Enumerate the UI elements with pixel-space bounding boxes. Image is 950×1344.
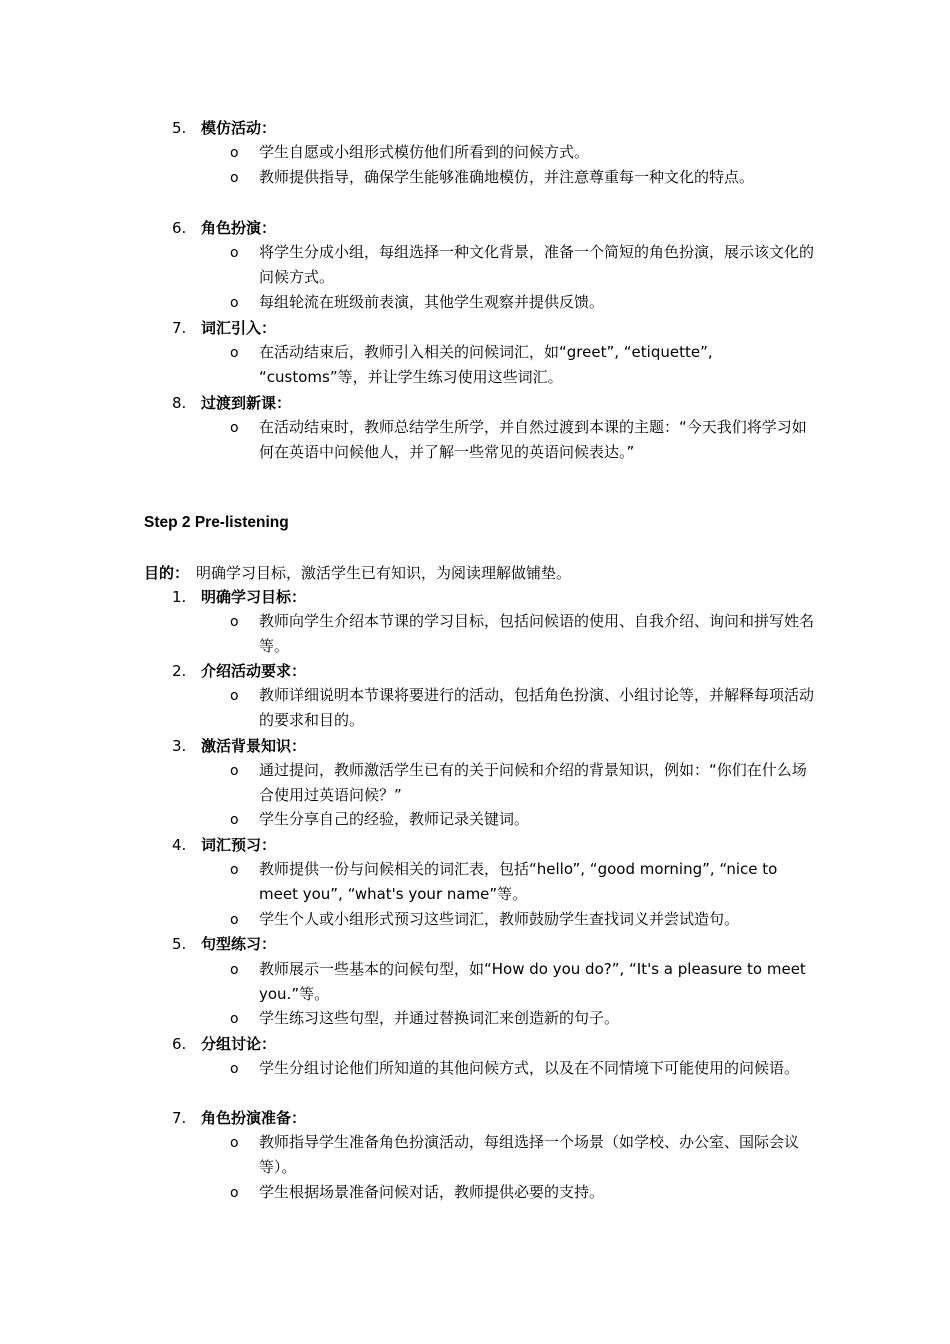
list-number: 5. [172,935,187,953]
list-number: 8. [172,394,187,412]
list-number: 6. [172,219,187,237]
circle-bullet-icon: o [230,912,239,928]
list-number: 1. [172,588,187,606]
list-bullet-text: 在活动结束后，教师引入相关的问候词汇，如“greet”, “etiquette”, “customs”等，并让学生练习使用这些词汇。 [259,343,713,386]
list-number: 4. [172,836,187,854]
circle-bullet-icon: o [230,345,239,361]
list-item-title: 过渡到新课： [201,394,292,412]
list-bullet-text: 学生根据场景准备问候对话，教师提供必要的支持。 [259,1183,605,1201]
list-bullet-text: 每组轮流在班级前表演，其他学生观察并提供反馈。 [259,293,605,311]
list-item-title: 分组讨论： [201,1035,277,1053]
list-item-title: 句型练习： [201,935,277,953]
section-heading: Step 2 Pre-listening [144,514,289,531]
circle-bullet-icon: o [230,962,239,978]
list-bullet-text: 教师向学生介绍本节课的学习目标，包括问候语的使用、自我介绍、询问和拼写姓名等。 [259,612,815,655]
list-number: 5. [172,119,187,137]
list-bullet-text: 学生分组讨论他们所知道的其他问候方式，以及在不同情境下可能使用的问候语。 [259,1059,800,1077]
circle-bullet-icon: o [230,1185,239,1201]
circle-bullet-icon: o [230,295,239,311]
purpose-text: 明确学习目标，激活学生已有知识，为阅读理解做铺垫。 [196,564,572,582]
list-item-title: 激活背景知识： [201,737,307,755]
circle-bullet-icon: o [230,145,239,161]
circle-bullet-icon: o [230,420,239,436]
list-bullet-text: 在活动结束时，教师总结学生所学，并自然过渡到本课的主题：“今天我们将学习如何在英语中问候他人，并了解一些常见的英语问候表达。” [259,418,807,461]
list-bullet-text: 教师展示一些基本的问候句型，如“How do you do?”, “It's a pleasure to meet you.”等。 [259,960,806,1003]
circle-bullet-icon: o [230,170,239,186]
list-bullet-text: 学生分享自己的经验，教师记录关键词。 [259,810,530,828]
list-bullet-text: 教师详细说明本节课将要进行的活动，包括角色扮演、小组讨论等，并解释每项活动的要求和目的。 [259,686,815,729]
list-bullet-text: 教师指导学生准备角色扮演活动，每组选择一个场景（如学校、办公室、国际会议等）。 [259,1133,800,1176]
circle-bullet-icon: o [230,614,239,630]
list-bullet-text: 通过提问，教师激活学生已有的关于问候和介绍的背景知识，例如：“你们在什么场合使用过英语问候？” [259,761,807,804]
list-number: 6. [172,1035,187,1053]
list-bullet-text: 学生个人或小组形式预习这些词汇，教师鼓励学生查找词义并尝试造句。 [259,910,740,928]
circle-bullet-icon: o [230,1061,239,1077]
circle-bullet-icon: o [230,688,239,704]
list-bullet-text: 教师提供一份与问候相关的词汇表，包括“hello”, “good morning”, “nice to meet you”, “what's your name”等。 [259,860,778,903]
circle-bullet-icon: o [230,862,239,878]
list-item-title: 模仿活动： [201,119,277,137]
list-number: 2. [172,662,187,680]
list-bullet-text: 学生练习这些句型，并通过替换词汇来创造新的句子。 [259,1009,620,1027]
list-item-title: 角色扮演准备： [201,1109,307,1127]
list-number: 7. [172,1109,187,1127]
list-item-title: 明确学习目标： [201,588,307,606]
circle-bullet-icon: o [230,245,239,261]
list-item-title: 词汇引入： [201,319,277,337]
list-item-title: 角色扮演： [201,219,277,237]
circle-bullet-icon: o [230,1011,239,1027]
list-number: 3. [172,737,187,755]
list-bullet-text: 学生自愿或小组形式模仿他们所看到的问候方式。 [259,143,590,161]
circle-bullet-icon: o [230,812,239,828]
circle-bullet-icon: o [230,1135,239,1151]
list-item-title: 词汇预习： [201,836,277,854]
list-bullet-text: 将学生分成小组，每组选择一种文化背景，准备一个简短的角色扮演，展示该文化的问候方式。 [259,243,815,286]
list-number: 7. [172,319,187,337]
list-bullet-text: 教师提供指导，确保学生能够准确地模仿，并注意尊重每一种文化的特点。 [259,168,755,186]
purpose-label: 目的： [144,564,190,582]
list-item-title: 介绍活动要求： [201,662,307,680]
circle-bullet-icon: o [230,763,239,779]
